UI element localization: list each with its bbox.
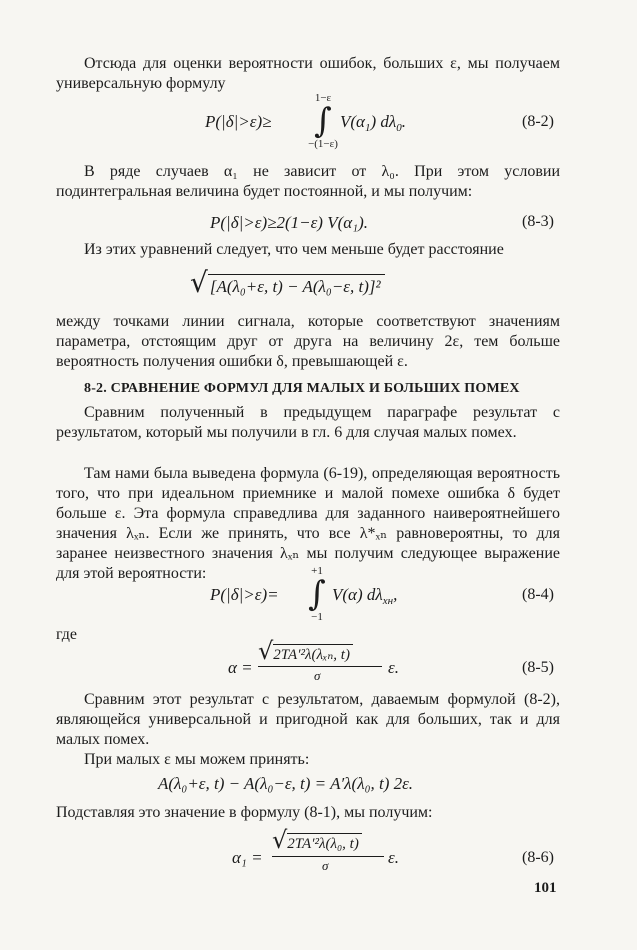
integral-lower-limit: −(1−ε): [308, 138, 338, 150]
formula-8-2-lhs: P(|δ|>ε)≥: [205, 112, 272, 131]
formula-8-5-denominator: σ: [314, 668, 321, 683]
formula-8-4: [210, 585, 279, 605]
integral-upper-limit: +1: [311, 565, 323, 577]
equation-number-8-5: (8-5): [522, 659, 554, 676]
formula-8-5-numerator: [258, 637, 353, 665]
formula-8-2: [205, 112, 271, 132]
paragraph-intro: Отсюда для оценки вероятности ошибок, больших ε, мы получаем универсальную формулу: [56, 55, 560, 92]
numerator-radicand: 2TA′²λ(λₓₙ, t): [273, 644, 353, 663]
integral-8-2: [308, 92, 338, 150]
page-number: 101: [534, 880, 557, 896]
radical-sign-icon: √: [190, 266, 208, 299]
integrand-8-2: [340, 112, 406, 134]
equation-number-8-6: (8-6): [522, 849, 554, 866]
paragraph-compare: Сравним полученный в предыдущем параграфе результат с результатом, который мы получили в гл. 6 для случая малых помех.: [56, 404, 560, 441]
paragraph-small-eps: При малых ε мы можем принять:: [84, 751, 310, 768]
integrand-end: ,: [393, 585, 398, 604]
numerator-radicand: 2TA′²λ(λ₀, t): [287, 833, 362, 852]
radical-sign-icon: √: [272, 826, 288, 854]
integral-sign-icon: ∫: [308, 574, 326, 614]
paragraph-signal-points: между точками линии сигнала, которые соответствуют значениям параметра, отстоящим друг от друга на величину 2ε, тем больше вероятность получения ошибки δ, превышающей ε.: [56, 313, 560, 370]
integrand-tail: ) dλ: [370, 112, 397, 131]
formula-small-noise: A(λ₀+ε, t) − A(λ₀−ε, t) = A′λ(λ₀, t) 2ε.: [158, 774, 414, 793]
paragraph-distance: Из этих уравнений следует, что чем меньше будет расстояние: [84, 241, 504, 258]
formula-8-6-numerator: [272, 826, 362, 854]
paragraph-substitute: Подставляя это значение в формулу (8-1), мы получим:: [56, 804, 433, 821]
formula-8-5-tail: ε.: [388, 658, 399, 677]
integrand-subscript: 1: [364, 122, 371, 134]
formula-8-6-lhs: α₁ =: [232, 848, 263, 867]
fraction-bar-8-6: [272, 856, 384, 857]
equation-number-8-3: (8-3): [522, 213, 554, 230]
fraction-bar-8-5: [258, 666, 382, 667]
integral-8-4: [305, 565, 329, 623]
formula-distance-sqrt: [190, 266, 385, 299]
radicand: [A(λ₀+ε, t) − A(λ₀−ε, t)]²: [208, 274, 385, 297]
equation-number-8-2: (8-2): [522, 113, 554, 130]
label-where: где: [56, 626, 78, 643]
radical-sign-icon: √: [258, 637, 274, 665]
formula-8-3: P(|δ|>ε)≥2(1−ε) V(α₁).: [210, 213, 368, 232]
section-heading: 8-2. СРАВНЕНИЕ ФОРМУЛ ДЛЯ МАЛЫХ И БОЛЬШИХ ПОМЕХ: [84, 381, 520, 396]
formula-8-6-tail: ε.: [388, 848, 399, 867]
integral-lower-limit: −1: [311, 611, 323, 623]
integrand-8-4: [332, 585, 397, 607]
integral-upper-limit: 1−ε: [314, 92, 332, 104]
integrand-text: V(α) dλ: [332, 585, 383, 604]
paragraph-alpha-independent: В ряде случаев α₁ не зависит от λ₀. При этом условии подинтегральная величина будет постоянной, и мы получим:: [56, 163, 560, 200]
integrand-text: V(α: [340, 112, 365, 131]
integral-sign-icon: ∫: [314, 101, 332, 141]
differential-subscript: 0: [396, 122, 402, 134]
formula-8-6-denominator: σ: [322, 858, 329, 873]
paragraph-formula-6-19: Там нами была выведена формула (6-19), определяющая вероятность того, что при идеальном приемнике и малой помехе ошибка δ будет больше ε. Эта формула справедлива для заданного наивероятнейшего значения λₓₙ. Если же принять, что все λ*ₓₙ равновероятны, то для заранее неизвестного значения λₓₙ мы получим следующее выражение для этой вероятности:: [56, 465, 560, 582]
formula-8-5-lhs: α =: [228, 658, 253, 677]
differential-subscript: хн: [382, 595, 394, 607]
formula-8-4-lhs: P(|δ|>ε)=: [210, 585, 279, 604]
integrand-end: .: [401, 112, 406, 131]
equation-number-8-4: (8-4): [522, 586, 554, 603]
paragraph-compare-8-2: Сравним этот результат с результатом, даваемым формулой (8-2), являющейся универсальной и пригодной как для больших, так и для малых помех.: [56, 691, 560, 748]
